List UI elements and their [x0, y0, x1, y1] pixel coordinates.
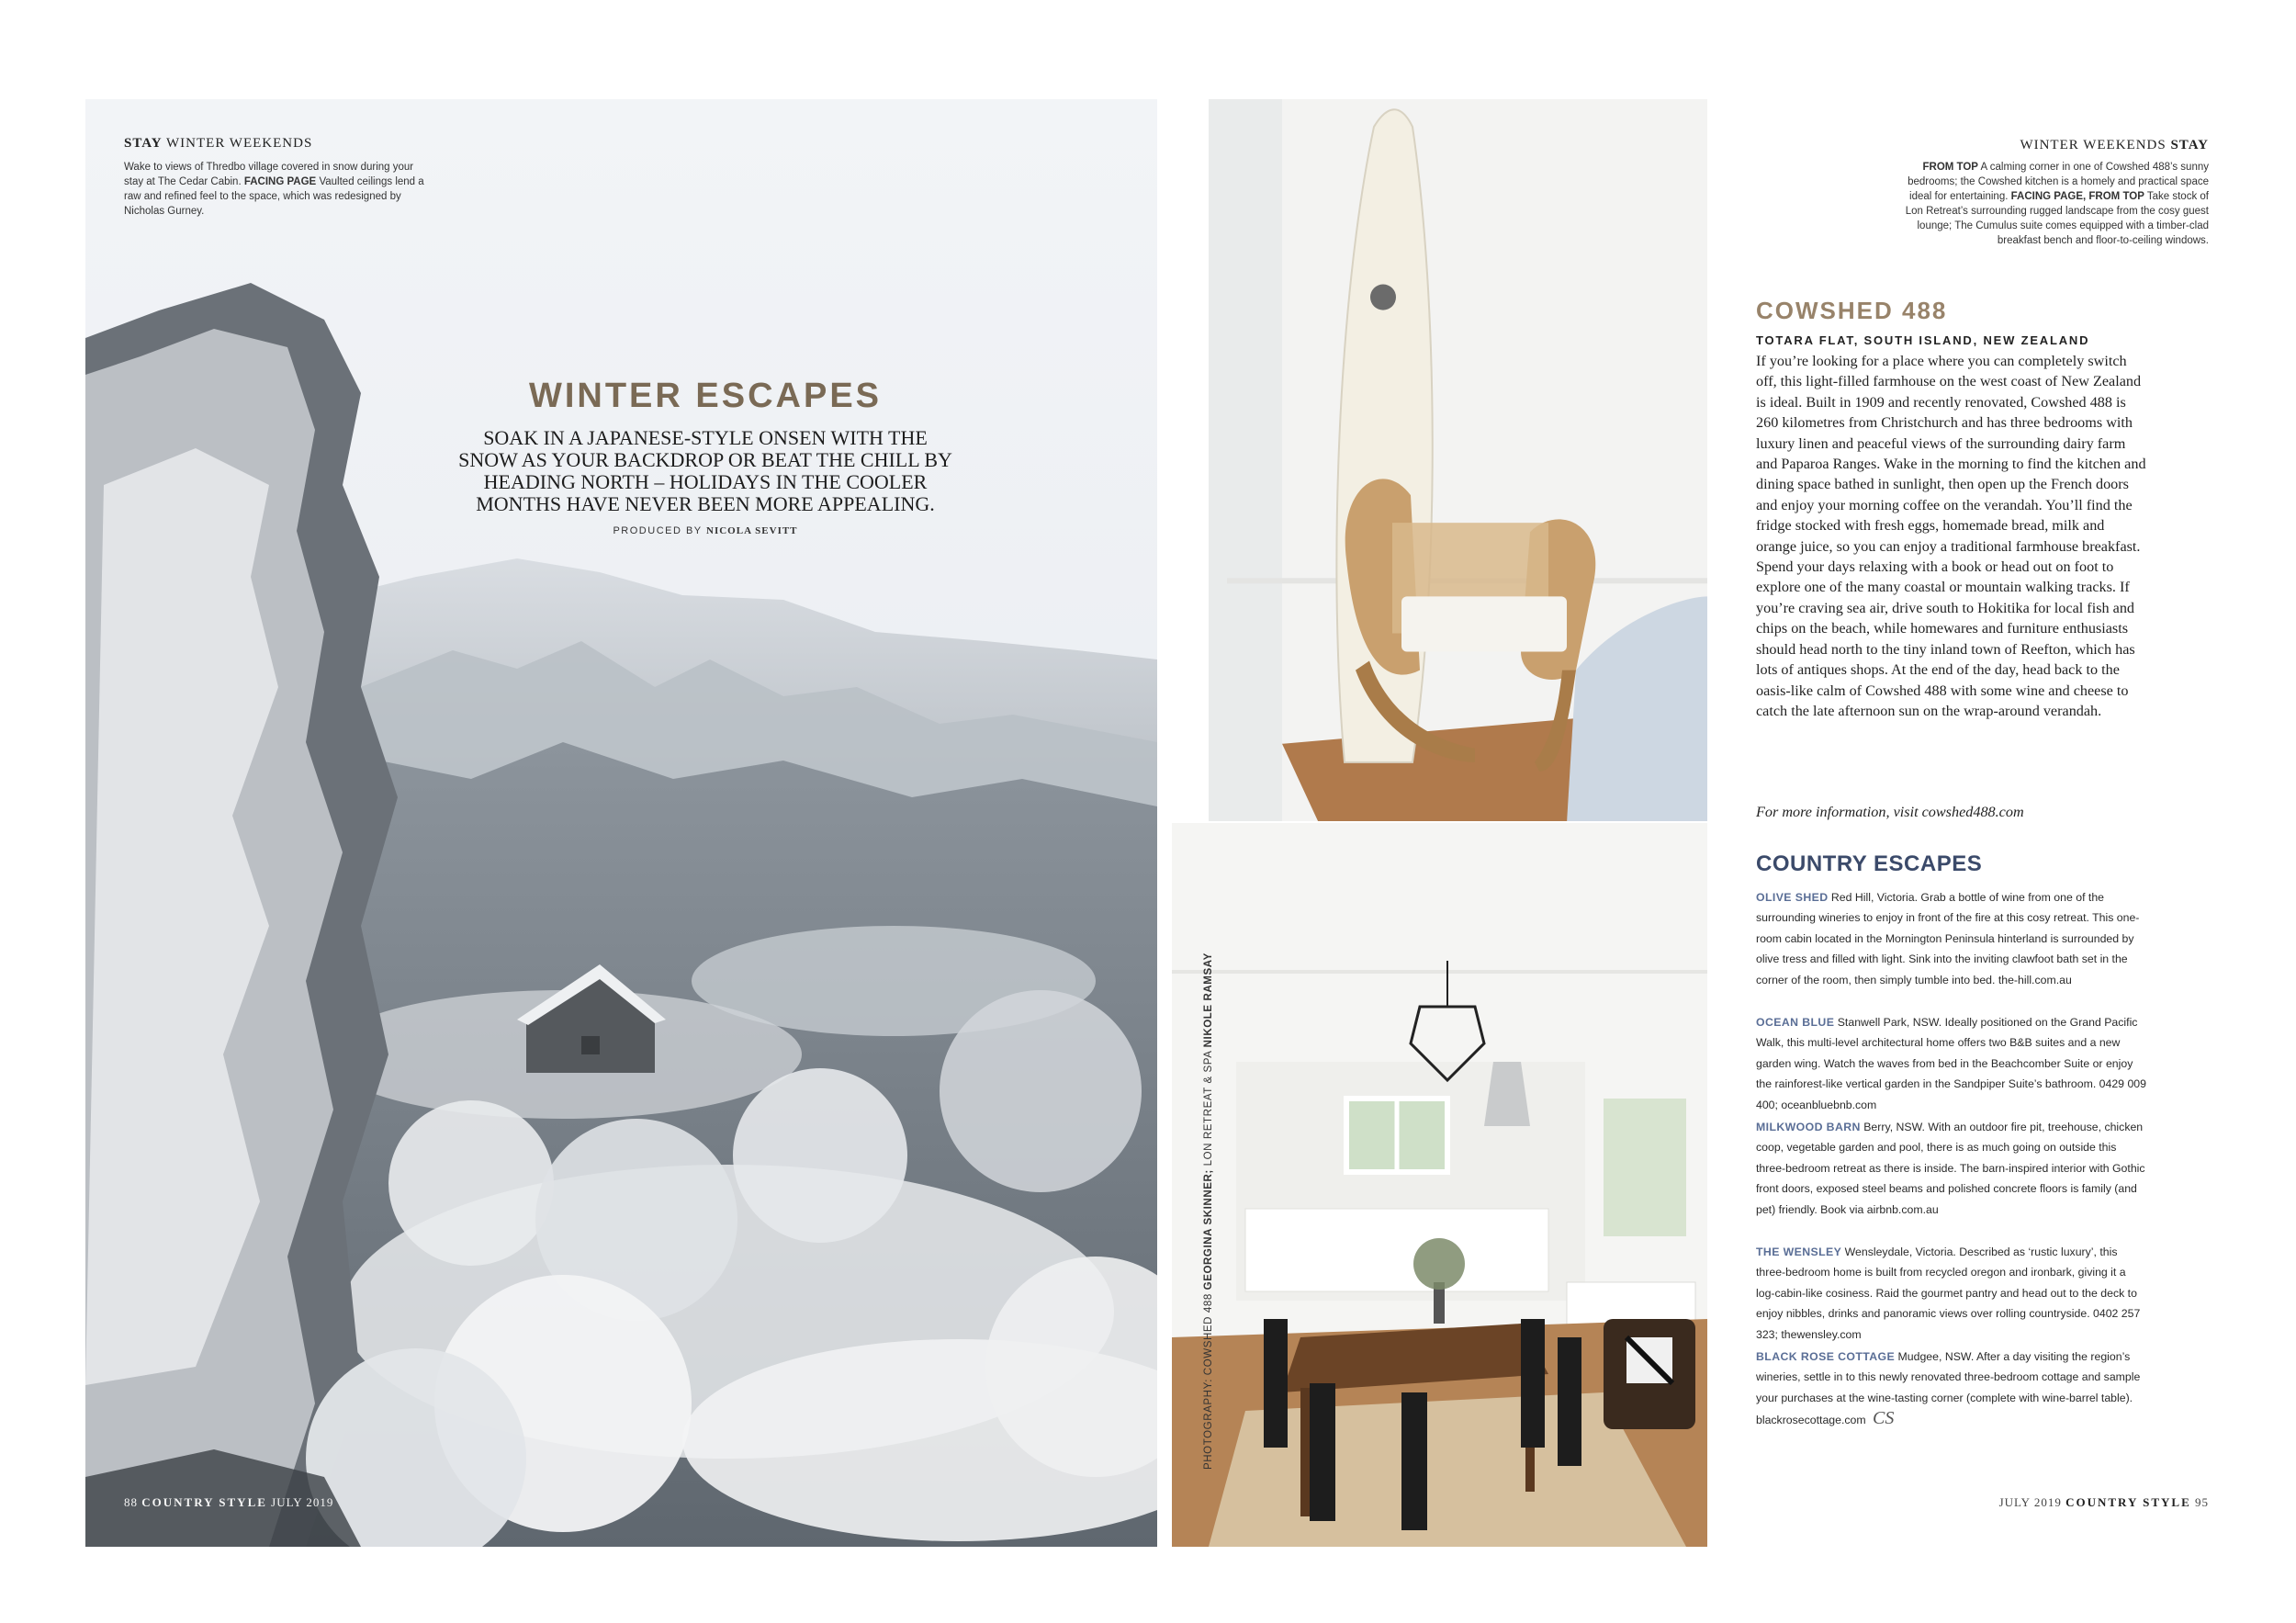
listing-name: MILKWOOD BARN: [1756, 1121, 1861, 1133]
feature-headline: WINTER ESCAPES: [528, 377, 883, 415]
kitchen-photo: [1172, 823, 1707, 1547]
listing-text: Wensleydale, Victoria. Described as ‘rustic luxury’, this three-bedroom home is built from recycled oregon and ironbark, giving it a log-cabin-like cosiness. Raid the gourmet pantry and head out to the deck to enjoy nibbles, drinks and panoramic views over rolling countryside. 0402 257 323; thewensley.com: [1756, 1245, 2141, 1341]
feature-standfirst: SOAK IN A JAPANESE-STYLE ONSEN WITH THE SNOW AS YOUR BACKDROP OR BEAT THE CHILL BY HEADING NORTH – HOLIDAYS IN THE COOLER MONTHS HAVE NEVER BEEN MORE APPEALING.: [458, 426, 952, 515]
section-kicker: STAY WINTER WEEKENDS: [124, 136, 313, 151]
listing-milkwood-barn: [1756, 1117, 2146, 1220]
listing-black-rose-cottage: [1756, 1347, 2146, 1431]
photography-credit: PHOTOGRAPHY: COWSHED 488 GEORGINA SKINNER; LON RETREAT & SPA NIKOLE RAMSAY: [1203, 952, 1214, 1470]
listing-text: Berry, NSW. With an outdoor fire pit, treehouse, chicken coop, vegetable garden and pool, there is as much going on outside this three-bedroom retreat as there is inside. The barn-inspired interior with Gothic front doors, exposed steel beams and polished concrete floors is family (and pet) friendly. Book via airbnb.com.au: [1756, 1121, 2145, 1216]
listing-text: Stanwell Park, NSW. Ideally positioned on the Grand Pacific Walk, this multi-level architectural home offers two B&B suites and a new garden wing. Watch the waves from bed in the Beachcomber Suite or enjoy the rainforest-like vertical garden in the Sandpiper Suite’s bathroom. 0429 009 400; oceanbluebnb.com: [1756, 1016, 2146, 1111]
right-folio: JULY 2019 COUNTRY STYLE 95: [1998, 1495, 2209, 1509]
cowshed-title: COWSHED 488: [1756, 297, 1948, 324]
cowshed-more-info: For more information, visit cowshed488.com: [1756, 804, 2024, 820]
listing-name: OCEAN BLUE: [1756, 1016, 1835, 1029]
left-folio: 88 COUNTRY STYLE JULY 2019: [124, 1495, 334, 1509]
listing-name: THE WENSLEY: [1756, 1245, 1842, 1258]
bedroom-photo: [1172, 99, 1707, 821]
listing-name: BLACK ROSE COTTAGE: [1756, 1350, 1896, 1363]
listing-ocean-blue: [1756, 1012, 2146, 1115]
listing-olive-shed: [1756, 887, 2146, 990]
left-page-photo: [85, 99, 1157, 1547]
bedroom-photo-illustration: [1172, 99, 1707, 821]
producer-credit: PRODUCED BY NICOLA SEVITT: [613, 525, 798, 536]
listing-name: OLIVE SHED: [1756, 891, 1829, 904]
right-photo-caption: FROM TOP A calming corner in one of Cowshed 488’s sunny bedrooms; the Cowshed kitchen is a homely and practical space ideal for entertaining. FACING PAGE, FROM TOP Take stock of Lon Retreat’s surrounding rugged landscape from the cosy guest lounge; The Cumulus suite comes equipped with a timber-clad breakfast bench and floor-to-ceiling windows.: [1905, 162, 2209, 246]
listing-text: Red Hill, Victoria. Grab a bottle of wine from one of the surrounding wineries to enjoy in front of the fire at this cosy retreat. This one-room cabin located in the Mornington Peninsula hinterland is surrounded by olive tress and filled with light. Sink into the inviting clawfoot bath set in the corner of the room, then simply tumble into bed. the-hill.com.au: [1756, 891, 2140, 986]
listing-the-wensley: [1756, 1242, 2146, 1345]
right-section-kicker: WINTER WEEKENDS STAY: [2020, 138, 2209, 152]
left-photo-caption: Wake to views of Thredbo village covered in snow during your stay at The Cedar Cabin. FACING PAGE Vaulted ceilings lend a raw and refined feel to the space, which was redesigned by Nicholas Gurney.: [124, 162, 424, 217]
right-text-column: [1756, 99, 2209, 1547]
snowy-landscape-photo: [85, 99, 1157, 1547]
kitchen-photo-illustration: [1172, 823, 1707, 1547]
end-signature: CS: [1873, 1408, 1895, 1429]
cowshed-location: TOTARA FLAT, SOUTH ISLAND, NEW ZEALAND: [1756, 333, 2090, 347]
cowshed-body: If you’re looking for a place where you can completely switch off, this light-filled farmhouse on the west coast of New Zealand is ideal. Built in 1909 and recently renovated, Cowshed 488 is 260 kilometres from Christchurch and has three bedrooms with luxury linen and peaceful views of the surrounding dairy farm and Paparoa Ranges. Wake in the morning to find the kitchen and dining space bathed in sunlight, then open up the French doors and enjoy your morning coffee on the verandah. You’ll find the fridge stocked with fresh eggs, homemade bread, milk and orange juice, so you can enjoy a traditional farmhouse breakfast. Spend your days relaxing with a book or head out on foot to explore one of the many coastal or mountain walking tracks. If you’re craving sea air, drive south to Hokitika for local fish and chips on the beach, while homewares and furniture enthusiasts should head north to the tiny inland town of Reefton, which has lots of antiques shops. At the end of the day, head back to the oasis-like calm of Cowshed 488 with some wine and cheese to catch the late afternoon sun on the wrap-around verandah.: [1756, 353, 2146, 719]
country-escapes-title: COUNTRY ESCAPES: [1756, 851, 1983, 876]
listing-text: Mudgee, NSW. After a day visiting the region’s wineries, settle in to this newly renovated three-bedroom cottage and sample your purchases at the wine-tasting corner (complete with wine-barrel table). blackrosecottage.com: [1756, 1350, 2141, 1427]
